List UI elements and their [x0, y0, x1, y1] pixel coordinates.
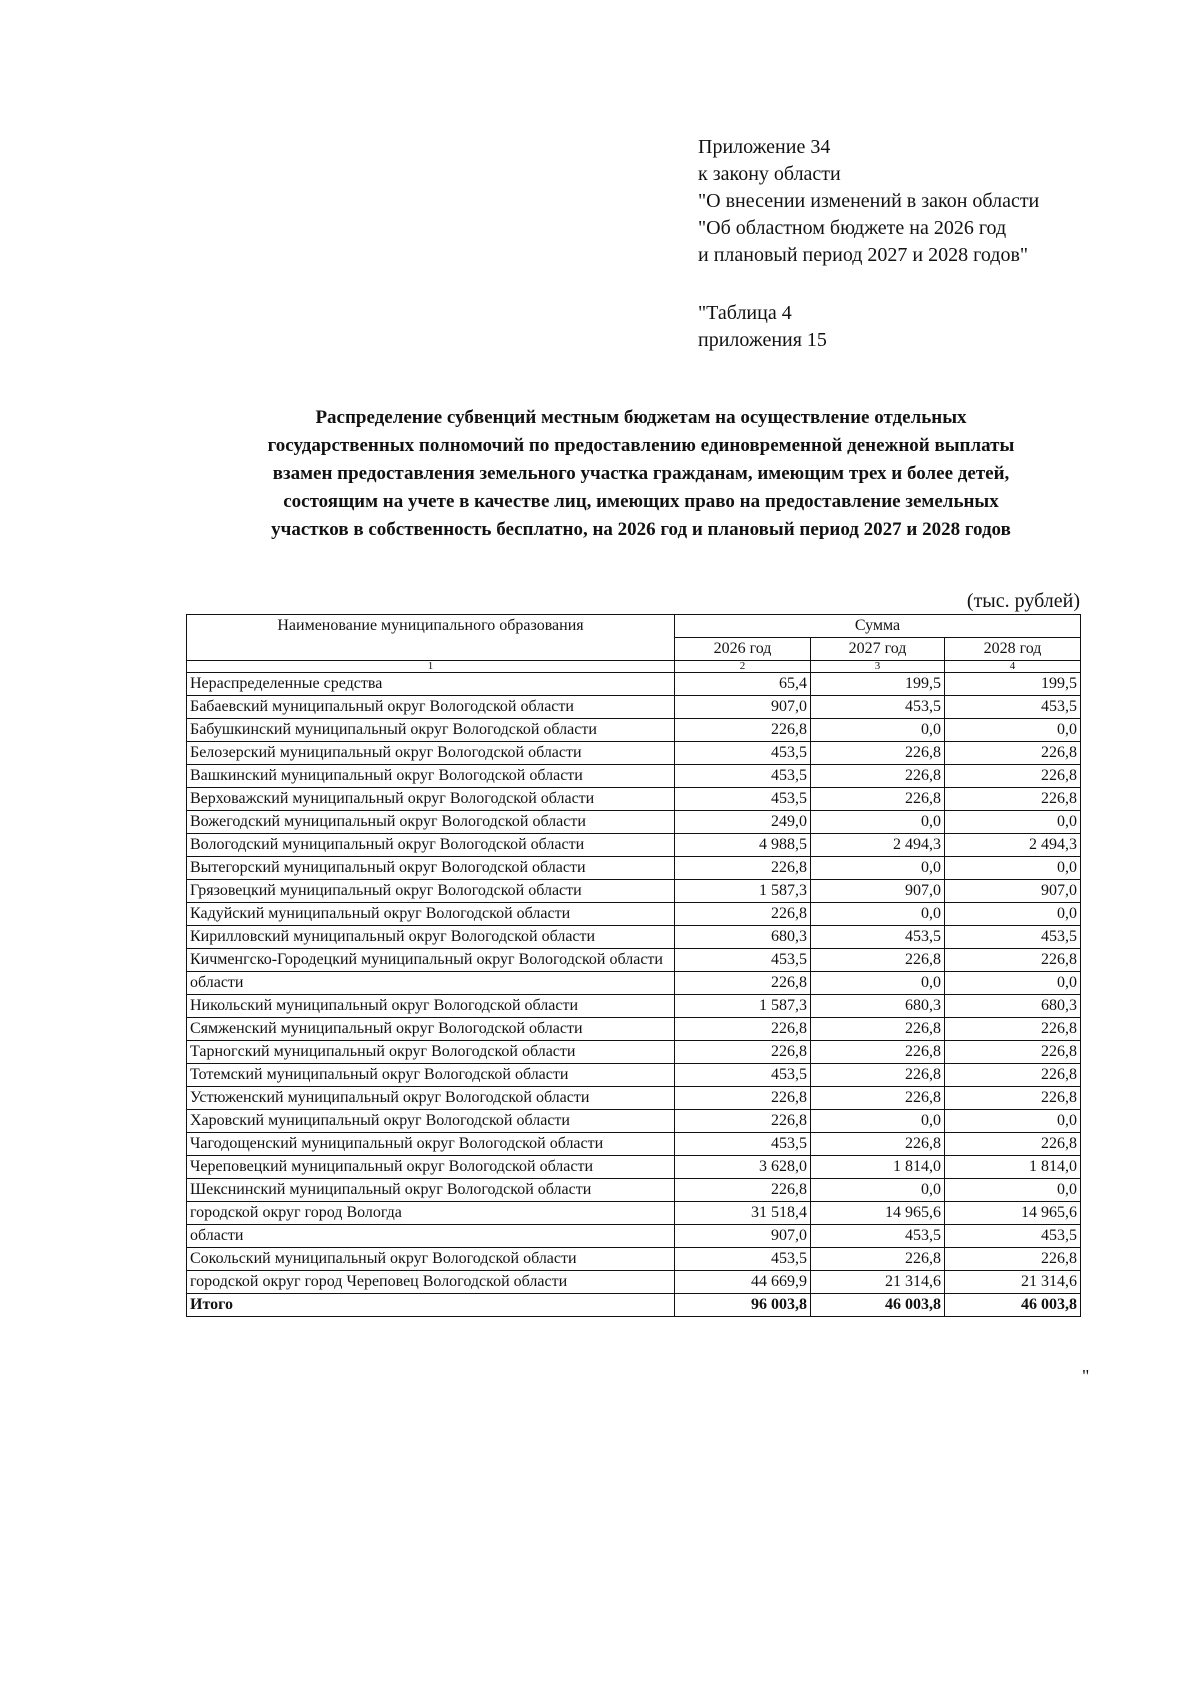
value-2026: 226,8: [675, 857, 811, 880]
table-row: [187, 926, 1081, 949]
value-2028: 0,0: [945, 857, 1081, 880]
table-reference: [698, 300, 827, 354]
units-label: (тыс. рублей): [966, 590, 1080, 612]
value-2026: 226,8: [675, 903, 811, 926]
municipality-name: области: [187, 972, 675, 995]
value-2027: 226,8: [811, 742, 945, 765]
value-2027: 907,0: [811, 880, 945, 903]
value-2028: 0,0: [945, 1110, 1081, 1133]
value-2027: 226,8: [811, 1133, 945, 1156]
table-ref-line: "Таблица 4: [698, 302, 792, 324]
table-row: [187, 788, 1081, 811]
value-2026: 453,5: [675, 765, 811, 788]
municipality-name: Сокольский муниципальный округ Вологодской области: [187, 1248, 675, 1271]
municipality-name: Тотемский муниципальный округ Вологодской области: [187, 1064, 675, 1087]
value-2026: 680,3: [675, 926, 811, 949]
value-2028: 226,8: [945, 949, 1081, 972]
total-2027: 46 003,8: [811, 1294, 945, 1317]
municipality-name: области: [187, 1225, 675, 1248]
table-row: [187, 834, 1081, 857]
municipality-name: Устюженский муниципальный округ Вологодской области: [187, 1087, 675, 1110]
header-line: Приложение 34: [698, 136, 831, 158]
column-number: 3: [811, 661, 945, 673]
table-row: [187, 1179, 1081, 1202]
year-header: 2026 год: [675, 638, 811, 661]
value-2028: 226,8: [945, 1018, 1081, 1041]
total-label: Итого: [187, 1294, 675, 1317]
value-2026: 1 587,3: [675, 880, 811, 903]
value-2028: 226,8: [945, 788, 1081, 811]
value-2027: 1 814,0: [811, 1156, 945, 1179]
municipality-name: Кадуйский муниципальный округ Вологодской области: [187, 903, 675, 926]
title-line: государственных полномочий по предоставлению единовременной денежной выплаты: [267, 435, 1015, 456]
value-2028: 1 814,0: [945, 1156, 1081, 1179]
municipality-name: Вашкинский муниципальный округ Вологодской области: [187, 765, 675, 788]
value-2028: 0,0: [945, 1179, 1081, 1202]
value-2028: 453,5: [945, 696, 1081, 719]
municipality-name: Шекснинский муниципальный округ Вологодской области: [187, 1179, 675, 1202]
value-2028: 0,0: [945, 719, 1081, 742]
value-2027: 226,8: [811, 1087, 945, 1110]
table-row: [187, 1041, 1081, 1064]
table-row: [187, 1018, 1081, 1041]
value-2027: 0,0: [811, 1110, 945, 1133]
name-column-header: Наименование муниципального образования: [187, 615, 675, 661]
value-2026: 453,5: [675, 788, 811, 811]
value-2027: 226,8: [811, 1041, 945, 1064]
table-row: [187, 696, 1081, 719]
value-2026: 453,5: [675, 1133, 811, 1156]
value-2026: 226,8: [675, 1018, 811, 1041]
value-2027: 453,5: [811, 1225, 945, 1248]
header-line: и плановый период 2027 и 2028 годов": [698, 244, 1029, 266]
municipality-name: Вожегодский муниципальный округ Вологодской области: [187, 811, 675, 834]
municipality-name: Верховажский муниципальный округ Вологодской области: [187, 788, 675, 811]
value-2027: 14 965,6: [811, 1202, 945, 1225]
table-row: [187, 765, 1081, 788]
table-row: [187, 903, 1081, 926]
value-2027: 453,5: [811, 696, 945, 719]
value-2028: 14 965,6: [945, 1202, 1081, 1225]
value-2028: 226,8: [945, 1133, 1081, 1156]
municipality-name: Бабушкинский муниципальный округ Вологодской области: [187, 719, 675, 742]
value-2028: 226,8: [945, 742, 1081, 765]
table-row: [187, 1248, 1081, 1271]
municipality-name: Грязовецкий муниципальный округ Вологодской области: [187, 880, 675, 903]
municipality-name: Никольский муниципальный округ Вологодской области: [187, 995, 675, 1018]
total-row: [187, 1294, 1081, 1317]
value-2027: 226,8: [811, 788, 945, 811]
value-2027: 0,0: [811, 719, 945, 742]
closing-quote: ": [1082, 1366, 1090, 1386]
value-2027: 226,8: [811, 1248, 945, 1271]
value-2026: 907,0: [675, 696, 811, 719]
total-2026: 96 003,8: [675, 1294, 811, 1317]
table-row: [187, 1087, 1081, 1110]
table-row: [187, 1271, 1081, 1294]
municipality-name: Нераспределенные средства: [187, 673, 675, 696]
table-row: [187, 880, 1081, 903]
value-2026: 1 587,3: [675, 995, 811, 1018]
value-2027: 226,8: [811, 1018, 945, 1041]
value-2028: 680,3: [945, 995, 1081, 1018]
municipality-name: Кирилловский муниципальный округ Вологодской области: [187, 926, 675, 949]
table-row: [187, 949, 1081, 972]
value-2026: 4 988,5: [675, 834, 811, 857]
value-2026: 453,5: [675, 949, 811, 972]
value-2028: 0,0: [945, 811, 1081, 834]
table-row: [187, 742, 1081, 765]
sum-column-header: Сумма: [675, 615, 1081, 638]
value-2026: 226,8: [675, 1110, 811, 1133]
municipality-name: городской округ город Череповец Вологодской области: [187, 1271, 675, 1294]
value-2026: 907,0: [675, 1225, 811, 1248]
year-header: 2028 год: [945, 638, 1081, 661]
table-row: [187, 1202, 1081, 1225]
value-2027: 0,0: [811, 1179, 945, 1202]
title-line: участков в собственность бесплатно, на 2026 год и плановый период 2027 и 2028 годов: [271, 519, 1011, 540]
value-2027: 680,3: [811, 995, 945, 1018]
value-2028: 0,0: [945, 903, 1081, 926]
value-2026: 453,5: [675, 1248, 811, 1271]
column-number: 4: [945, 661, 1081, 673]
value-2028: 907,0: [945, 880, 1081, 903]
value-2026: 453,5: [675, 1064, 811, 1087]
header-line: "О внесении изменений в закон области: [698, 190, 1040, 212]
value-2027: 226,8: [811, 765, 945, 788]
table-row: [187, 673, 1081, 696]
value-2026: 65,4: [675, 673, 811, 696]
value-2026: 3 628,0: [675, 1156, 811, 1179]
table-ref-line: приложения 15: [698, 329, 827, 351]
value-2026: 226,8: [675, 1041, 811, 1064]
municipality-name: городской округ город Вологда: [187, 1202, 675, 1225]
value-2026: 226,8: [675, 972, 811, 995]
municipality-name: Вытегорский муниципальный округ Вологодской области: [187, 857, 675, 880]
value-2028: 226,8: [945, 1248, 1081, 1271]
table-body: [187, 673, 1081, 1294]
value-2028: 226,8: [945, 1041, 1081, 1064]
value-2026: 31 518,4: [675, 1202, 811, 1225]
value-2027: 226,8: [811, 949, 945, 972]
value-2027: 199,5: [811, 673, 945, 696]
municipality-name: Кичменгско-Городецкий муниципальный округ Вологодской области: [187, 949, 675, 972]
document-title: [186, 404, 1096, 544]
value-2028: 2 494,3: [945, 834, 1081, 857]
value-2028: 199,5: [945, 673, 1081, 696]
value-2028: 21 314,6: [945, 1271, 1081, 1294]
table-row: [187, 1064, 1081, 1087]
value-2027: 0,0: [811, 857, 945, 880]
value-2027: 453,5: [811, 926, 945, 949]
table-row: [187, 995, 1081, 1018]
value-2028: 226,8: [945, 1064, 1081, 1087]
total-2028: 46 003,8: [945, 1294, 1081, 1317]
value-2027: 2 494,3: [811, 834, 945, 857]
table-row: [187, 1225, 1081, 1248]
table-row: [187, 1133, 1081, 1156]
value-2027: 226,8: [811, 1064, 945, 1087]
value-2026: 453,5: [675, 742, 811, 765]
value-2026: 44 669,9: [675, 1271, 811, 1294]
municipality-name: Сямженский муниципальный округ Вологодской области: [187, 1018, 675, 1041]
column-number: 2: [675, 661, 811, 673]
table-row: [187, 1110, 1081, 1133]
municipality-name: Череповецкий муниципальный округ Вологодской области: [187, 1156, 675, 1179]
value-2027: 0,0: [811, 903, 945, 926]
municipality-name: Вологодский муниципальный округ Вологодской области: [187, 834, 675, 857]
header-line: "Об областном бюджете на 2026 год: [698, 217, 1007, 239]
value-2026: 226,8: [675, 1087, 811, 1110]
value-2026: 226,8: [675, 719, 811, 742]
municipality-name: Бабаевский муниципальный округ Вологодской области: [187, 696, 675, 719]
title-line: Распределение субвенций местным бюджетам на осуществление отдельных: [315, 407, 967, 428]
column-number: 1: [187, 661, 675, 673]
table-row: [187, 857, 1081, 880]
table-row: [187, 719, 1081, 742]
value-2028: 226,8: [945, 765, 1081, 788]
table-row: [187, 1156, 1081, 1179]
subvention-table: [186, 614, 1081, 1317]
title-line: взамен предоставления земельного участка гражданам, имеющим трех и более детей,: [272, 463, 1010, 484]
municipality-name: Тарногский муниципальный округ Вологодской области: [187, 1041, 675, 1064]
value-2027: 0,0: [811, 811, 945, 834]
year-header: 2027 год: [811, 638, 945, 661]
table-row: [187, 811, 1081, 834]
appendix-header: [698, 134, 1138, 269]
value-2028: 453,5: [945, 926, 1081, 949]
value-2028: 453,5: [945, 1225, 1081, 1248]
value-2028: 226,8: [945, 1087, 1081, 1110]
value-2026: 226,8: [675, 1179, 811, 1202]
table-row: [187, 972, 1081, 995]
title-line: состоящим на учете в качестве лиц, имеющих право на предоставление земельных: [283, 491, 999, 512]
municipality-name: Харовский муниципальный округ Вологодской области: [187, 1110, 675, 1133]
municipality-name: Чагодощенский муниципальный округ Вологодской области: [187, 1133, 675, 1156]
value-2026: 249,0: [675, 811, 811, 834]
header-line: к закону области: [698, 163, 841, 185]
municipality-name: Белозерский муниципальный округ Вологодской области: [187, 742, 675, 765]
value-2027: 0,0: [811, 972, 945, 995]
value-2027: 21 314,6: [811, 1271, 945, 1294]
value-2028: 0,0: [945, 972, 1081, 995]
